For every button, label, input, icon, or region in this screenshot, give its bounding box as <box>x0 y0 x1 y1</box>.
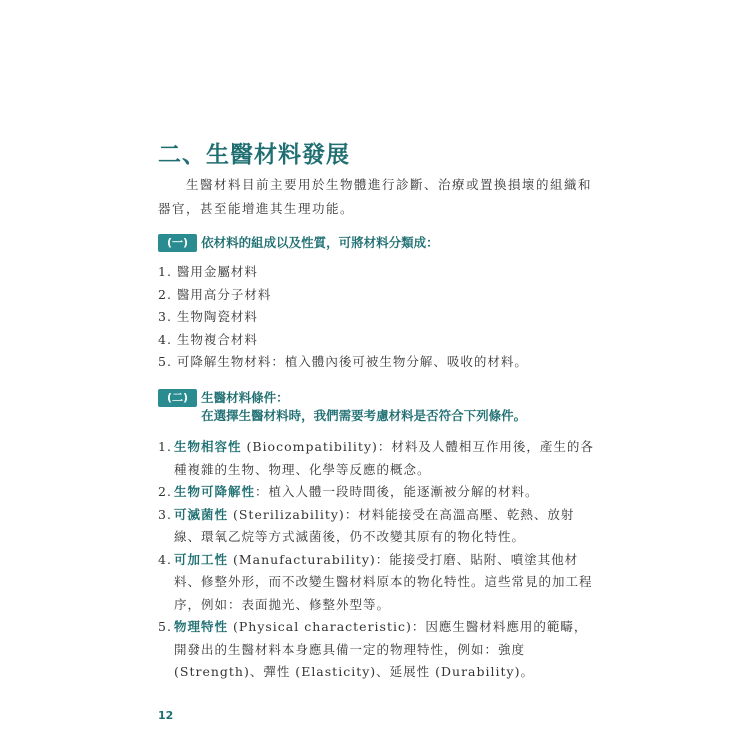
list-item <box>158 616 596 684</box>
item-number: 1. <box>158 439 172 454</box>
list-item: 2. 醫用高分子材料 <box>158 286 272 302</box>
criterion-term: 可滅菌性 <box>174 506 229 522</box>
criterion-description: (Physical characteristic)：因應生醫材料應用的範疇，開發出的生醫材料本身應具備一定的物理特性，例如：強度 (Strength)、彈性 (Elasticity)、延展性 (Durability)。 <box>174 619 588 679</box>
criterion-description: ：植入人體一段時間後，能逐漸被分解的材料。 <box>255 484 539 499</box>
section1-badge: (一) <box>158 234 197 252</box>
item-number: 4. <box>158 551 172 567</box>
intro-paragraph: 生醫材料目前主要用於生物體進行診斷、治療或置換損壞的組織和器官，甚至能增進其生理功能。 <box>158 177 593 216</box>
criterion-term: 可加工性 <box>174 551 229 567</box>
list-item <box>158 436 596 481</box>
section-title: 二、生醫材料發展 <box>158 142 350 168</box>
list-item: 1. 醫用金屬材料 <box>158 264 258 279</box>
criterion-term: 生物相容性 <box>174 439 242 454</box>
criterion-description: (Manufacturability)：能接受打磨、貼附、噴塗其他材料、修整外形，而不改變生醫材料原本的物化特性。這些常見的加工程序，例如：表面拋光、修整外型等。 <box>174 551 593 612</box>
section1-heading-text: 依材料的組成以及性質，可將材料分類成： <box>201 235 439 250</box>
list-item <box>158 481 596 504</box>
section2-badge: (二) <box>158 389 197 407</box>
section2-heading <box>158 389 526 426</box>
criterion-description: (Biocompatibility)：材料及人體相互作用後，產生的各種複雜的生物、物理、化學等反應的概念。 <box>174 439 594 477</box>
list-item: 3. 生物陶瓷材料 <box>158 309 258 324</box>
section1-heading <box>158 234 439 252</box>
criterion-term: 生物可降解性 <box>174 484 256 499</box>
page-number: 12 <box>158 709 174 722</box>
criterion-term: 物理特性 <box>174 619 229 634</box>
section2-heading-line2: 在選擇生醫材料時，我們需要考慮材料是否符合下列條件。 <box>201 408 527 423</box>
list-item: 5. 可降解生物材料：植入體內後可被生物分解、吸收的材料。 <box>158 354 528 369</box>
section2-heading-line1: 生醫材料條件： <box>201 390 289 405</box>
item-number: 2. <box>158 484 172 499</box>
criterion-description: (Sterilizability)：材料能接受在高溫高壓、乾熱、放射線、環氧乙烷等方式滅菌後，仍不改變其原有的物化特性。 <box>174 506 575 544</box>
list-item <box>158 504 596 549</box>
item-number: 3. <box>158 506 172 522</box>
criteria-list <box>158 436 596 684</box>
list-item <box>158 549 596 617</box>
item-number: 5. <box>158 619 172 634</box>
list-item: 4. 生物複合材料 <box>158 331 258 347</box>
material-types-list <box>158 261 528 374</box>
